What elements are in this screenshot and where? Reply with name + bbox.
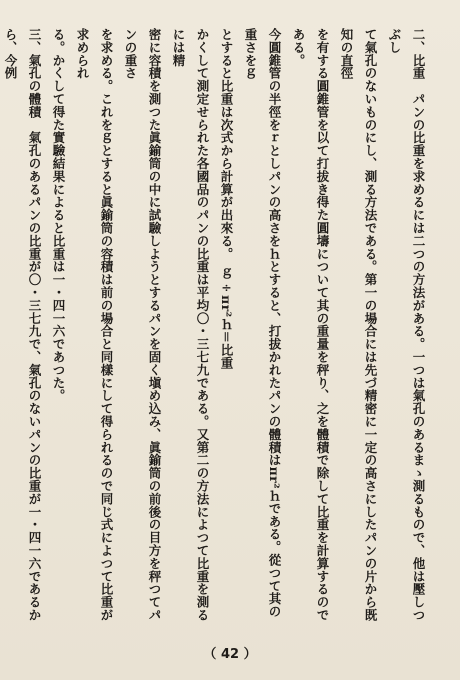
text-column: を有する圓錐管を以て打拔き得た圓壔について其の重量を秤り、之を體積で除して比重を計算するのである。 — [291, 28, 330, 622]
text-column: かくして測定せられた各國品のパンの比重は平均〇・三七九である。又第二の方法によつて比重を測るには精 — [171, 28, 210, 622]
text-column: 三、氣孔の體積 氣孔のあるパンの比重が〇・三七九で、氣孔のないパンの比重が一・四一六であるから、今例 — [3, 28, 42, 622]
text-column: を求める。これをｇとすると眞鍮筒の容積は前の場合と同樣にして得られるので同じ式によつて比重が求められ — [75, 28, 114, 622]
text-column: 密に容積を測つた眞鍮筒の中に試驗しようとするパンを固く塡め込み、眞鍮筒の前後の目方を秤つてパンの重さ — [123, 28, 162, 622]
vertical-text-body — [3, 28, 430, 628]
text-column: とすると比重は次式から計算が出來る。 ｇ÷πr²ｈ＝比重 — [219, 28, 234, 370]
text-column: 二、比重 パンの比重を求めるには二つの方法がある。一つは氣孔のあるまゝ測るもので、他は壓しつぶし — [387, 28, 426, 622]
page-number: （ 42 ） — [203, 647, 257, 662]
text-column: て氣孔のないものにし、測る方法である。第一の場合には先づ精密に一定の高さにしたパンの片から既知の直徑 — [339, 28, 378, 622]
text-column: 今圓錐管の半徑をｒとしパンの高さをｈとすると、打拔かれたパンの體積はπr²ｈである。從つて其の重さをｇ — [243, 28, 282, 619]
text-column: る。かくして得た實驗結果によると比重は一・四一六であつた。 — [51, 28, 66, 403]
